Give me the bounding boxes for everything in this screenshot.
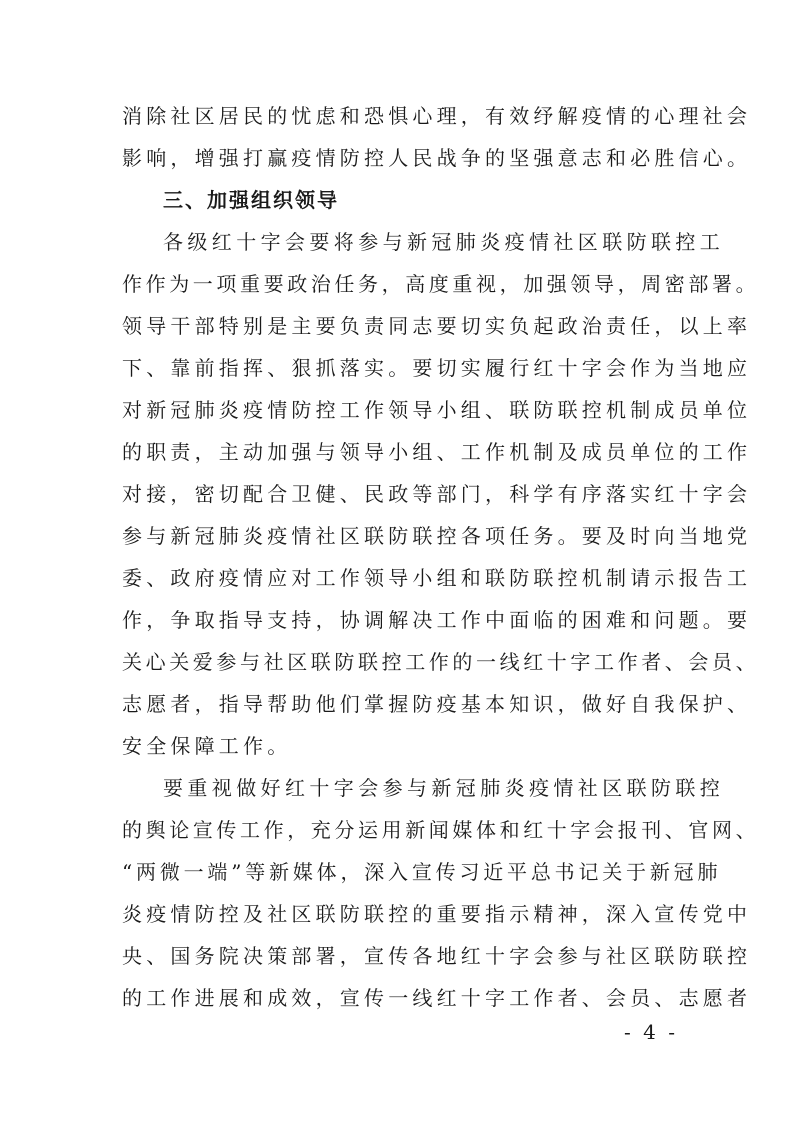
body-text-line: 志愿者，指导帮助他们掌握防疫基本知识，做好自我保护、 xyxy=(122,692,752,716)
body-text-line: 作，争取指导支持，协调解决工作中面临的困难和问题。要 xyxy=(122,608,752,632)
body-text-line: 作作为一项重要政治任务，高度重视，加强领导，周密部署。 xyxy=(122,272,760,296)
body-text-line: 影响，增强打赢疫情防控人民战争的坚强意志和必胜信心。 xyxy=(122,146,752,170)
body-text-line: 对新冠肺炎疫情防控工作领导小组、联防联控机制成员单位 xyxy=(122,398,752,422)
body-text-line: 的舆论宣传工作，充分运用新闻媒体和红十字会报刊、官网、 xyxy=(122,818,760,842)
body-text-line: 下、靠前指挥、狠抓落实。要切实履行红十字会作为当地应 xyxy=(122,356,752,380)
body-text-line: 的职责，主动加强与领导小组、工作机制及成员单位的工作 xyxy=(122,440,752,464)
body-text-line: 领导干部特别是主要负责同志要切实负起政治责任，以上率 xyxy=(122,314,752,338)
body-text-line: 安全保障工作。 xyxy=(122,734,292,758)
body-text-line: 关心关爱参与社区联防联控工作的一线红十字工作者、会员、 xyxy=(122,650,760,674)
body-text-line: 各级红十字会要将参与新冠肺炎疫情社区联防联控工 xyxy=(163,230,725,254)
body-text-line: 要重视做好红十字会参与新冠肺炎疫情社区联防联控 xyxy=(163,776,725,800)
body-text-line: 的工作进展和成效，宣传一线红十字工作者、会员、志愿者 xyxy=(122,986,752,1010)
body-text-line: 炎疫情防控及社区联防联控的重要指示精神，深入宣传党中 xyxy=(122,902,752,926)
body-text-line: 消除社区居民的忧虑和恐惧心理，有效纾解疫情的心理社会 xyxy=(122,104,752,128)
section-heading: 三、加强组织领导 xyxy=(163,188,339,212)
page-number: - 4 - xyxy=(624,1020,678,1044)
body-text-line: 央、国务院决策部署，宣传各地红十字会参与社区联防联控 xyxy=(122,944,752,968)
body-text-line: 对接，密切配合卫健、民政等部门，科学有序落实红十字会 xyxy=(122,482,752,506)
body-text-line: “两微一端”等新媒体，深入宣传习近平总书记关于新冠肺 xyxy=(122,860,722,884)
body-text-line: 委、政府疫情应对工作领导小组和联防联控机制请示报告工 xyxy=(122,566,752,590)
body-text-line: 参与新冠肺炎疫情社区联防联控各项任务。要及时向当地党 xyxy=(122,524,752,548)
